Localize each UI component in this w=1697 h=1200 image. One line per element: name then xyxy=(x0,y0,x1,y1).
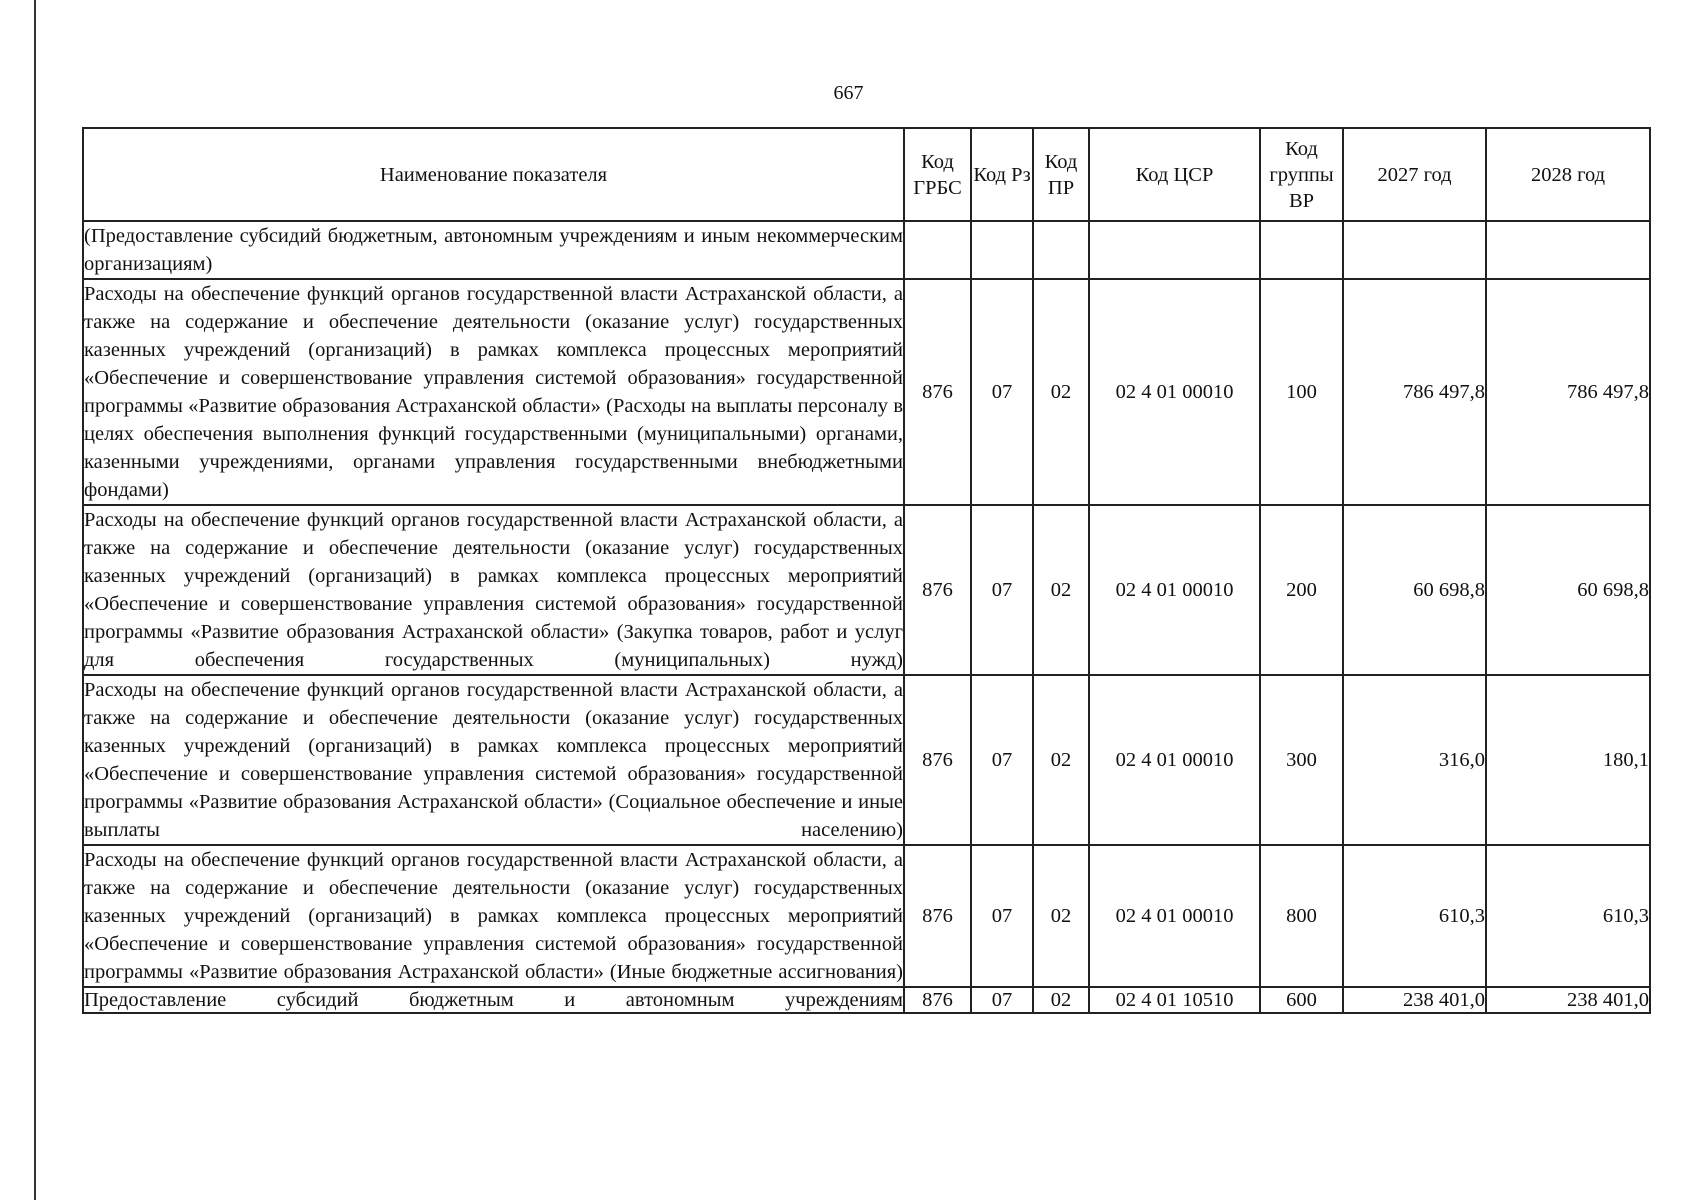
row-2028: 238 401,0 xyxy=(1486,987,1650,1013)
row-pr: 02 xyxy=(1033,279,1089,505)
row-grbs: 876 xyxy=(904,505,971,675)
row-name: Расходы на обеспечение функций органов государственной власти Астраханской области, а также на содержание и обеспечение деятельности (оказание услуг) государственных казенных учреждений (организаций) в рамках комплекса процессных мероприятий «Обеспечение и совершенствование управления системой образования» государственной программы «Развитие образования Астраханской области» (Расходы на выплаты персоналу в целях обеспечения выполнения функций государственными (муниципальными) органами, казенными учреждениями, органами управления государственными внебюджетными фондами) xyxy=(83,279,904,505)
row-2027: 786 497,8 xyxy=(1343,279,1486,505)
row-2028: 786 497,8 xyxy=(1486,279,1650,505)
row-csr: 02 4 01 10510 xyxy=(1089,987,1260,1013)
row-name: Расходы на обеспечение функций органов государственной власти Астраханской области, а также на содержание и обеспечение деятельности (оказание услуг) государственных казенных учреждений (организаций) в рамках комплекса процессных мероприятий «Обеспечение и совершенствование управления системой образования» государственной программы «Развитие образования Астраханской области» (Иные бюджетные ассигнования) xyxy=(83,845,904,987)
row-grbs: 876 xyxy=(904,845,971,987)
row-pr xyxy=(1033,221,1089,279)
row-vr: 200 xyxy=(1260,505,1343,675)
row-name: Расходы на обеспечение функций органов государственной власти Астраханской области, а также на содержание и обеспечение деятельности (оказание услуг) государственных казенных учреждений (организаций) в рамках комплекса процессных мероприятий «Обеспечение и совершенствование управления системой образования» государственной программы «Развитие образования Астраханской области» (Закупка товаров, работ и услуг для обеспечения государственных (муниципальных) нужд) xyxy=(83,505,904,675)
row-rz: 07 xyxy=(971,987,1033,1013)
row-2028: 180,1 xyxy=(1486,675,1650,845)
row-csr: 02 4 01 00010 xyxy=(1089,845,1260,987)
table-row xyxy=(83,987,1650,1013)
header-csr: Код ЦСР xyxy=(1089,128,1260,221)
row-rz: 07 xyxy=(971,505,1033,675)
row-2027: 610,3 xyxy=(1343,845,1486,987)
header-row xyxy=(83,128,1650,221)
row-vr: 800 xyxy=(1260,845,1343,987)
header-rz: Код Рз xyxy=(971,128,1033,221)
row-2027: 238 401,0 xyxy=(1343,987,1486,1013)
row-name: Предоставление субсидий бюджетным и автономным учреждениям xyxy=(84,989,903,1011)
row-grbs: 876 xyxy=(904,675,971,845)
row-2027: 60 698,8 xyxy=(1343,505,1486,675)
row-pr: 02 xyxy=(1033,505,1089,675)
row-vr: 300 xyxy=(1260,675,1343,845)
table-row xyxy=(83,221,1650,279)
row-vr: 100 xyxy=(1260,279,1343,505)
header-pr: Код ПР xyxy=(1033,128,1089,221)
row-pr: 02 xyxy=(1033,675,1089,845)
header-name: Наименование показателя xyxy=(83,128,904,221)
row-2028 xyxy=(1486,221,1650,279)
table-row xyxy=(83,845,1650,987)
row-2027 xyxy=(1343,221,1486,279)
row-pr: 02 xyxy=(1033,987,1089,1013)
row-rz: 07 xyxy=(971,845,1033,987)
row-name: Расходы на обеспечение функций органов государственной власти Астраханской области, а также на содержание и обеспечение деятельности (оказание услуг) государственных казенных учреждений (организаций) в рамках комплекса процессных мероприятий «Обеспечение и совершенствование управления системой образования» государственной программы «Развитие образования Астраханской области» (Социальное обеспечение и иные выплаты населению) xyxy=(83,675,904,845)
row-name: (Предоставление субсидий бюджетным, автономным учреждениям и иным некоммерческим организациям) xyxy=(83,221,904,279)
table-row xyxy=(83,505,1650,675)
row-2027: 316,0 xyxy=(1343,675,1486,845)
row-vr xyxy=(1260,221,1343,279)
row-rz: 07 xyxy=(971,675,1033,845)
table-row xyxy=(83,675,1650,845)
header-grbs: Код ГРБС xyxy=(904,128,971,221)
left-margin-line xyxy=(34,0,36,1200)
header-vr: Код группы ВР xyxy=(1260,128,1343,221)
header-2027: 2027 год xyxy=(1343,128,1486,221)
row-grbs: 876 xyxy=(904,987,971,1013)
row-rz: 07 xyxy=(971,279,1033,505)
row-vr: 600 xyxy=(1260,987,1343,1013)
row-2028: 60 698,8 xyxy=(1486,505,1650,675)
table-row xyxy=(83,279,1650,505)
row-csr: 02 4 01 00010 xyxy=(1089,675,1260,845)
budget-table xyxy=(82,127,1651,1014)
row-rz xyxy=(971,221,1033,279)
row-pr: 02 xyxy=(1033,845,1089,987)
row-grbs xyxy=(904,221,971,279)
row-grbs: 876 xyxy=(904,279,971,505)
row-csr: 02 4 01 00010 xyxy=(1089,279,1260,505)
page-number: 667 xyxy=(833,82,864,104)
header-2028: 2028 год xyxy=(1486,128,1650,221)
row-csr: 02 4 01 00010 xyxy=(1089,505,1260,675)
row-2028: 610,3 xyxy=(1486,845,1650,987)
row-csr xyxy=(1089,221,1260,279)
